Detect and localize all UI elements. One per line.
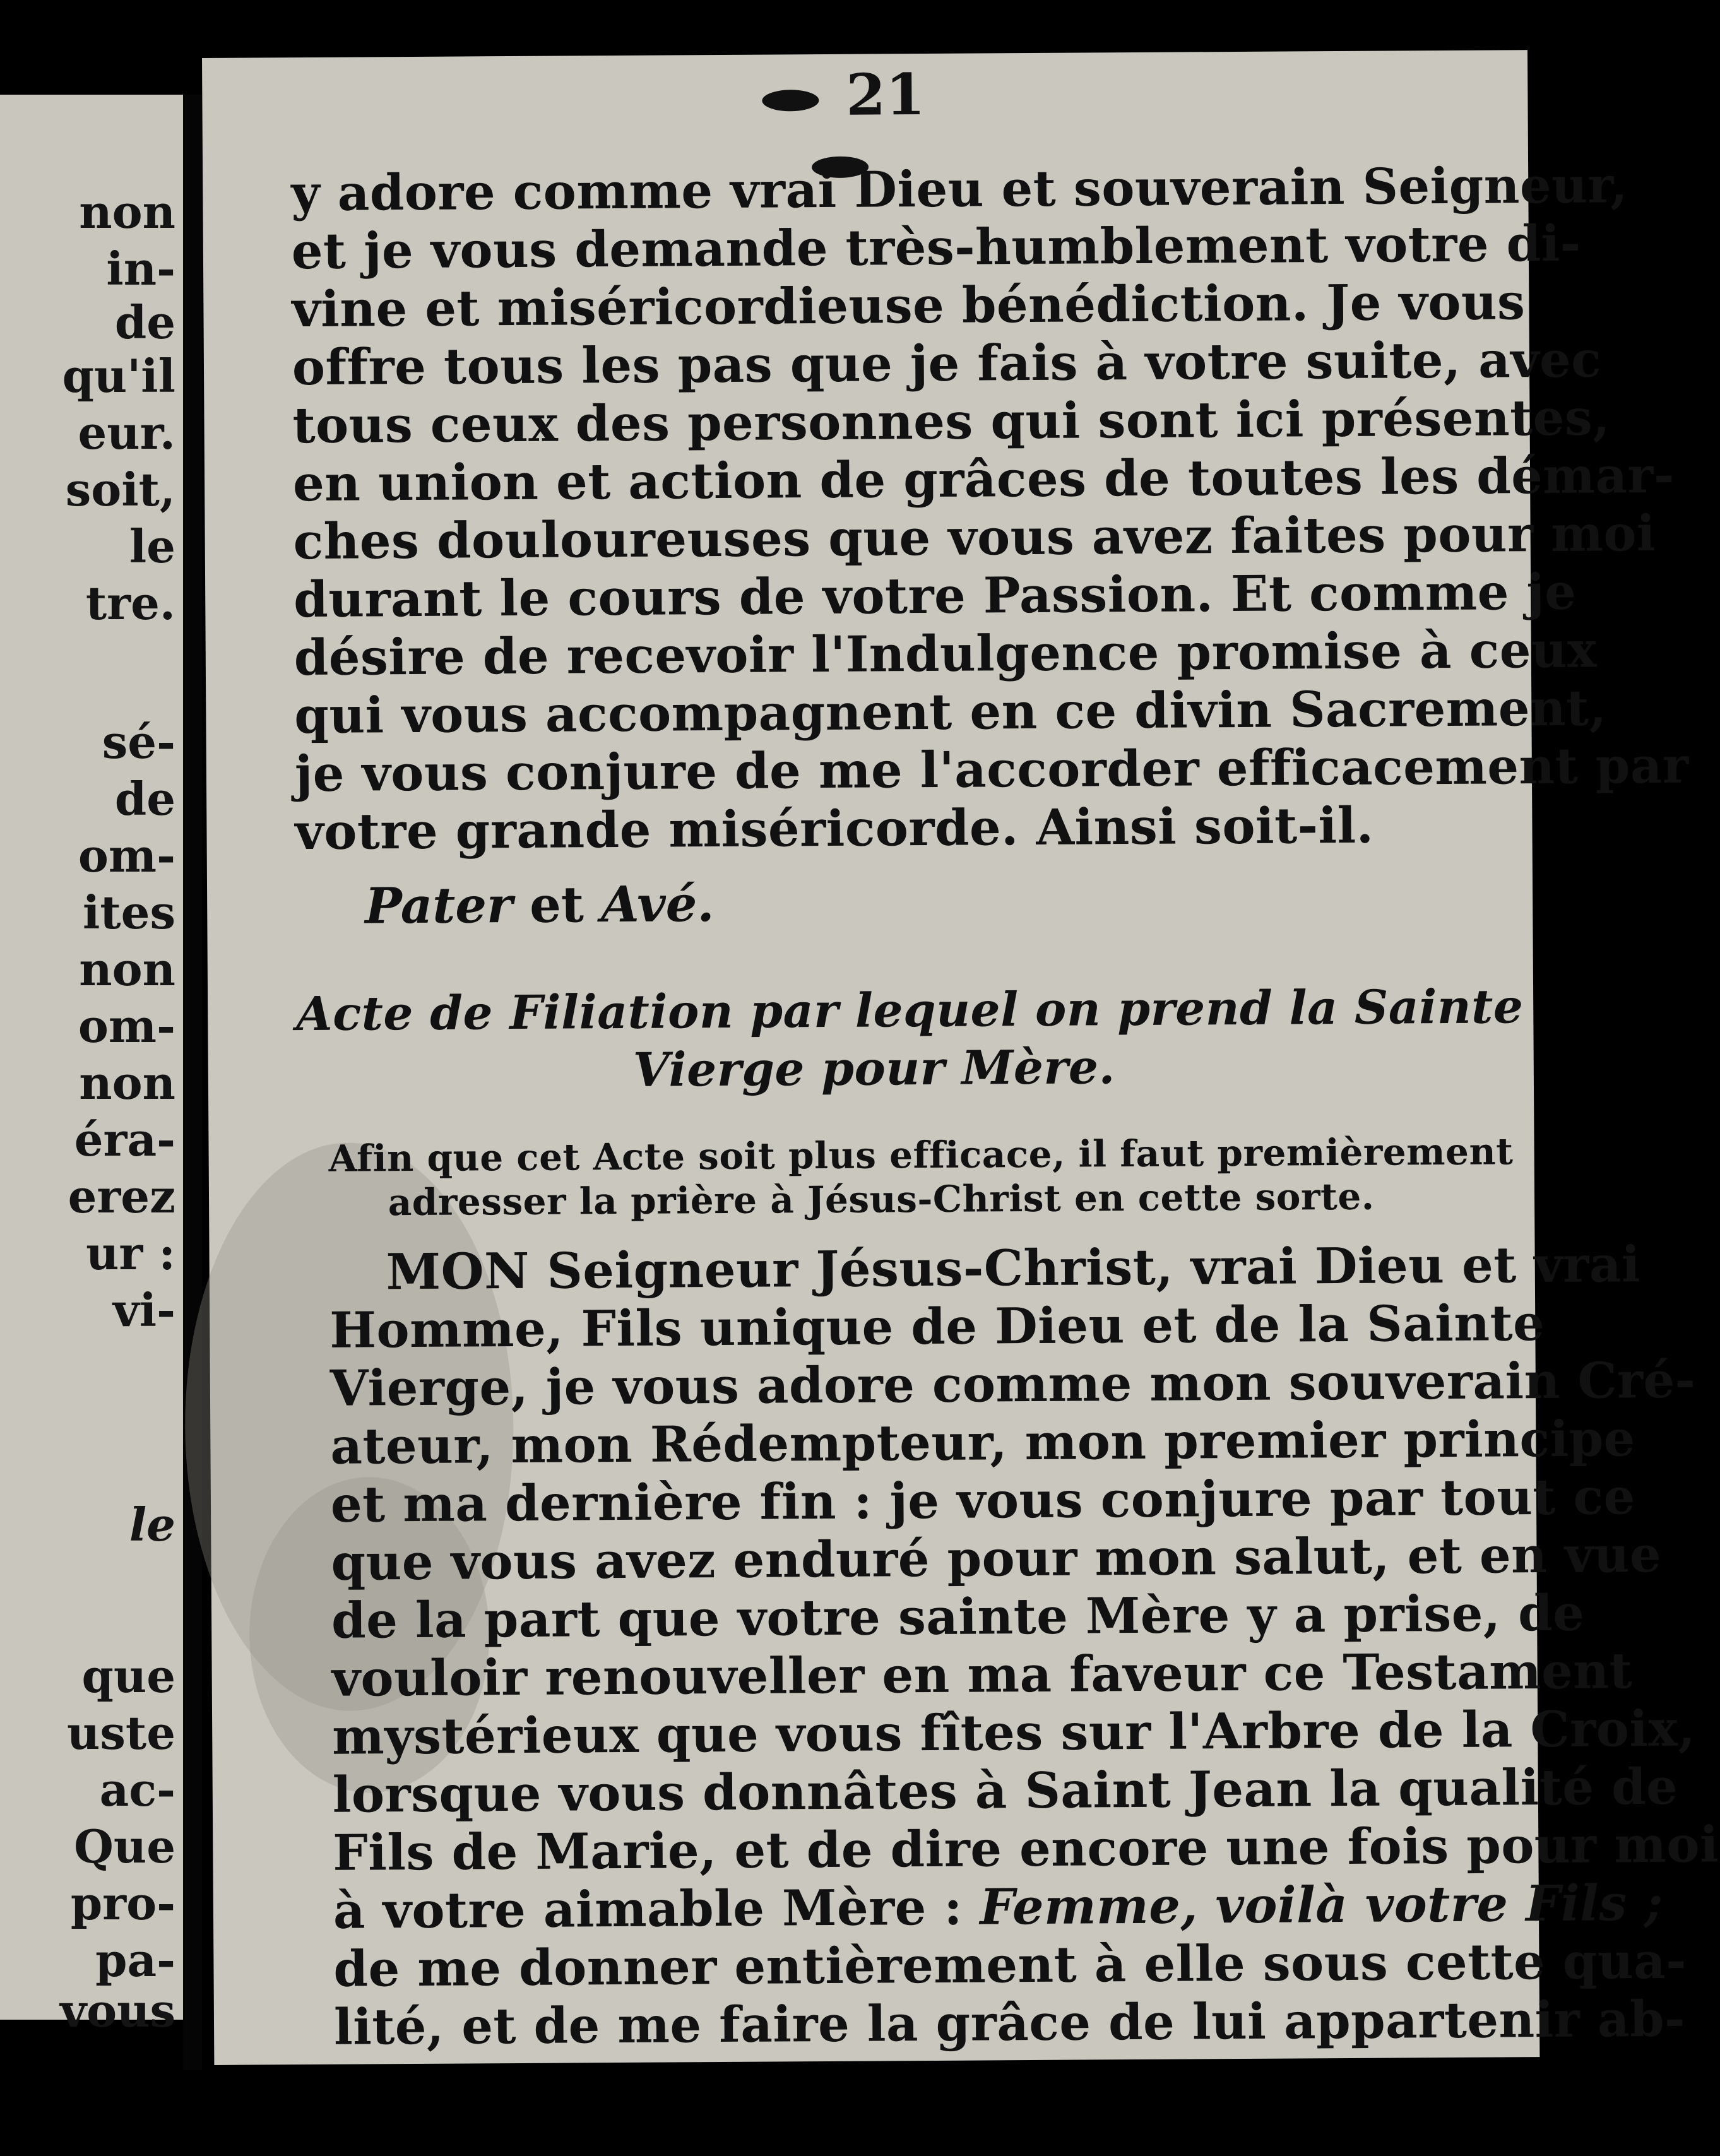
text-line: offre tous les pas que je fais à votre suite, avec xyxy=(292,331,1602,397)
left-page-fragment xyxy=(0,95,183,2037)
text-line: Homme, Fils unique de Dieu et de la Sainte xyxy=(329,1294,1545,1359)
left-line: ites xyxy=(83,886,175,939)
text-line: y adore comme vrai Dieu et souverain Seigneur, xyxy=(291,157,1628,223)
text-line: MON Seigneur Jésus-Christ, vrai Dieu et vrai xyxy=(386,1236,1641,1301)
text-line: Vierge, je vous adore comme mon souverain Cré- xyxy=(329,1351,1696,1418)
prayer-paragraph xyxy=(329,1236,1719,2057)
left-line: om- xyxy=(78,999,175,1053)
pater-word: Pater xyxy=(364,877,513,935)
text-line: désire de recevoir l'Indulgence promise à ceux xyxy=(294,621,1598,687)
page-gutter xyxy=(183,95,202,2070)
text-line: et je vous demande très-humblement votre di- xyxy=(291,215,1581,281)
page-number: 21 xyxy=(738,61,941,196)
text-line: que vous avez enduré pour mon salut, et en vue xyxy=(331,1525,1662,1592)
text-line: votre grande miséricorde. Ainsi soit-il. xyxy=(295,797,1374,862)
left-line: qu'il xyxy=(62,349,175,403)
left-line: non xyxy=(79,1056,175,1110)
text-line: tous ceux des personnes qui sont ici présentes, xyxy=(292,389,1611,455)
text-line: ateur, mon Rédempteur, mon premier principe xyxy=(330,1410,1636,1476)
left-line: ur : xyxy=(86,1226,175,1280)
left-line: pro- xyxy=(70,1876,175,1930)
left-line: sé- xyxy=(102,715,175,769)
rubric-line: Afin que cet Acte soit plus efficace, il faut premièrement xyxy=(328,1130,1514,1180)
text-line: de me donner entièrement à elle sous cette qua- xyxy=(333,1932,1687,1998)
ave-word: Avé. xyxy=(600,875,715,934)
text-line: durant le cours de votre Passion. Et comme je xyxy=(293,563,1577,629)
pater-ave-line xyxy=(365,875,715,935)
left-line: in- xyxy=(106,242,175,295)
left-line: tre. xyxy=(85,576,175,630)
left-line: de xyxy=(114,772,175,826)
left-line: uste xyxy=(67,1706,175,1760)
left-line: vi- xyxy=(112,1283,175,1337)
left-line: eur. xyxy=(78,406,175,459)
left-line: om- xyxy=(78,829,175,882)
text-line: vine et miséricordieuse bénédiction. Je vous xyxy=(292,273,1526,339)
text-line: qui vous accompagnent en ce divin Sacrement, xyxy=(294,679,1607,745)
text-line: mystérieux que vous fîtes sur l'Arbre de la Croix, xyxy=(331,1700,1696,1766)
left-line: non xyxy=(79,942,175,996)
et-word: et xyxy=(529,876,584,934)
left-line: vous xyxy=(60,1984,175,2037)
text-line: en union et action de grâces de toutes les démar- xyxy=(292,446,1675,513)
left-line: le xyxy=(129,519,175,573)
left-line: non xyxy=(79,185,175,239)
left-line: pa- xyxy=(95,1933,175,1987)
left-line: ac- xyxy=(99,1763,175,1816)
text-line: Fils de Marie, et de dire encore une fois pour moi xyxy=(333,1816,1719,1882)
left-line: éra- xyxy=(74,1113,175,1166)
heading-line: Vierge pour Mère. xyxy=(632,1040,1115,1098)
left-line: le xyxy=(129,1498,175,1551)
text-line: lité, et de me faire la grâce de lui appartenir ab- xyxy=(333,1990,1686,2056)
main-page xyxy=(202,50,1719,2065)
left-line: que xyxy=(81,1649,175,1703)
left-line: erez xyxy=(68,1170,175,1223)
section-heading xyxy=(295,978,1524,1101)
heading-line: Acte de Filiation par lequel on prend la Sainte xyxy=(295,980,1524,1042)
rubric-note xyxy=(328,1130,1514,1225)
rubric-line: adresser la prière à Jésus-Christ en cette sorte. xyxy=(388,1175,1375,1224)
text-line: et ma dernière fin : je vous conjure par tout ce xyxy=(330,1468,1635,1534)
text-line: vouloir renouveller en ma faveur ce Testament xyxy=(331,1642,1633,1708)
text-line: de la part que votre sainte Mère y a prise, de xyxy=(331,1584,1585,1650)
body-paragraph xyxy=(291,157,1689,862)
text-line-with-italic: à votre aimable Mère : Femme, voilà votre Fils ; xyxy=(333,1874,1663,1940)
left-line: Que xyxy=(74,1820,175,1873)
left-line: soit, xyxy=(65,463,175,516)
text-line: lorsque vous donnâtes à Saint Jean la qualité de xyxy=(332,1758,1678,1824)
text-line: ches douloureuses que vous avez faites pour moi xyxy=(293,504,1656,571)
left-line: de xyxy=(114,295,175,349)
text-line: je vous conjure de me l'accorder efficacement par xyxy=(294,737,1689,803)
